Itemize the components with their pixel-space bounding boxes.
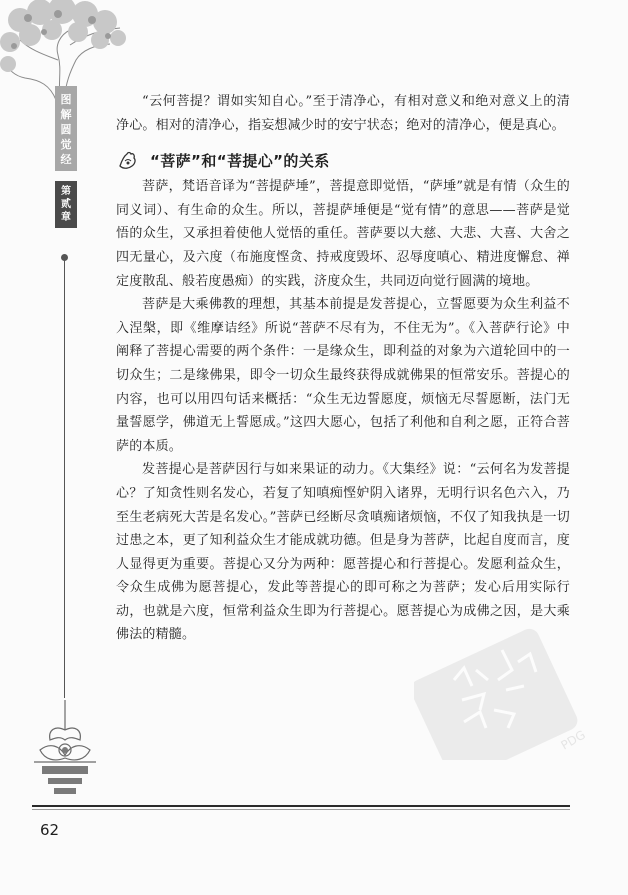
watermark-seal xyxy=(414,610,604,760)
series-title-box xyxy=(55,86,77,171)
series-char: 解 xyxy=(60,108,72,121)
series-char: 圆 xyxy=(60,123,72,136)
chapter-char: 第 xyxy=(61,186,71,197)
page-number: 62 xyxy=(40,821,60,839)
chapter-char: 章 xyxy=(61,212,71,223)
series-char: 觉 xyxy=(60,138,72,151)
footer-rule-thin xyxy=(32,809,570,810)
paragraph-3: 菩萨是大乘佛教的理想，其基本前提是发菩提心，立誓愿要为众生利益不入涅槃，即《维摩诘经》所说“菩萨不尽有为，不住无为”。《入菩萨行论》中阐释了菩提心需要的两个条件：一是缘众生，即利益的对象为六道轮回中的一切众生；二是缘佛果，即令一切众生最终获得成就佛果的恒常安乐。菩提心的内容，也可以用四句话来概括：“众生无边誓愿度，烦恼无尽誓愿断，法门无量誓愿学，佛道无上誓愿成。”这四大愿心，包括了利他和自利之愿，正符合菩萨的本质。 xyxy=(116,297,570,454)
lotus-ornament-icon xyxy=(30,700,100,800)
sidebar-vertical-line xyxy=(64,258,65,698)
chapter-char: 贰 xyxy=(61,199,71,210)
main-content xyxy=(116,90,570,647)
paragraph-2: 菩萨，梵语音译为“菩提萨埵”，菩提意即觉悟，“萨埵”就是有情（众生的同义词）、有生命的众生。所以，菩提萨埵便是“觉有情”的意思——菩萨是觉悟的众生，又承担着使他人觉悟的重任。菩萨要以大慈、大悲、大喜、大舍之四无量心，及六度（布施度悭贪、持戒度毁坏、忍辱度嗔心、精进度懈怠、禅定度散乱、般若度愚痴）的实践，济度众生，共同迈向觉行圆满的境地。 xyxy=(116,179,570,289)
sidebar-tab xyxy=(54,86,78,228)
paragraph-1: “云何菩提？谓如实知自心。”至于清净心，有相对意义和绝对意义上的清净心。相对的清净心，指妄想减少时的安宁状态；绝对的清净心，便是真心。 xyxy=(116,94,570,133)
hand-mudra-icon xyxy=(116,148,140,172)
chapter-label-box xyxy=(55,181,77,228)
section-heading-text: “菩萨”和“菩提心”的关系 xyxy=(150,151,330,170)
paragraph-4: 发菩提心是菩萨因行与如来果证的动力。《大集经》说：“云何名为发菩提心？了知贪性则名发心，若复了知嗔痴悭妒阴入诸界，无明行识名色六入，乃至生老病死大苦是名发心。”菩萨已经断尽贪嗔痴诸烦恼，不仅了知我执是一切过患之本，更了知利益众生才能成就功德。但是身为菩萨，比起自度而言，度人显得更为重要。菩提心又分为两种：愿菩提心和行菩提心。发愿利益众生，令众生成佛为愿菩提心，发此等菩提心的即可称之为菩萨；发心后用实际行动，也就是六度，恒常利益众生即为行菩提心。愿菩提心为成佛之因，是大乘佛法的精髓。 xyxy=(116,462,570,643)
series-char: 图 xyxy=(60,93,72,106)
footer-rule xyxy=(32,805,570,807)
bodhi-tree-icon xyxy=(0,0,130,100)
section-heading xyxy=(116,147,570,173)
series-char: 经 xyxy=(60,153,72,166)
watermark-text: PDG xyxy=(558,727,588,753)
